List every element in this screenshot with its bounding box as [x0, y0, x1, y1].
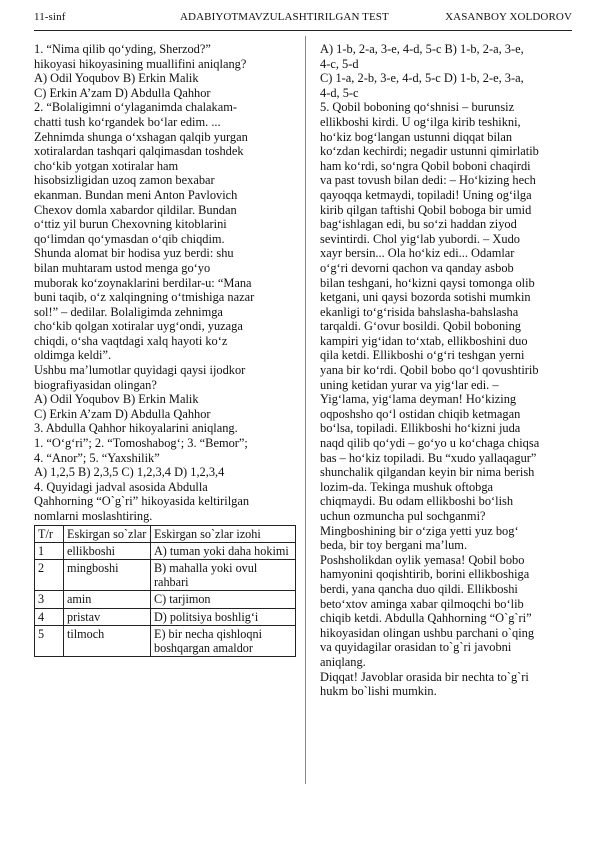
test-title: ADABIYOTMAVZULASHTIRILGAN TEST — [180, 11, 389, 23]
text-line: Chexov domla xabardor qildilar. Bundan — [34, 202, 237, 217]
page-header — [34, 11, 572, 27]
text-line: buni taqib, o‘z xalqingning o‘tmishiga nazar — [34, 290, 255, 305]
text-line: xotiralardan tashqari qalqimasdan toshdek — [34, 144, 244, 159]
text-line: beda, bir toy bergani ma’lum. — [320, 538, 468, 553]
text-line: qila ketdi. Ellikboshi o‘g‘ri teshgan yerni — [320, 348, 525, 363]
text-line: Zehnimda shunga o‘xshagan qalqib yurgan — [34, 129, 248, 144]
text-line: ham ko‘rdi, so‘ngra Qobil boboni chaqirdi — [320, 158, 531, 173]
right-column-text — [320, 42, 572, 699]
author-name: XASANBOY XOLDOROV — [445, 11, 572, 23]
table-cell: C) tarjimon — [151, 591, 296, 608]
text-line: tarqaldi. G‘ovur bosildi. Qobil boboning — [320, 319, 521, 334]
table-header-cell: Eskirgan so`zlar — [64, 525, 151, 542]
text-line: 4-c, 5-d — [320, 56, 359, 71]
column-divider — [305, 36, 306, 784]
text-line: qayoqqa ketmaydi, topiladi! Uning og‘ilga — [320, 187, 532, 202]
text-line: biografiyasidan olingan? — [34, 377, 157, 392]
text-line: sevintirdi. Chol yig‘lab yubordi. – Xudo — [320, 231, 520, 246]
text-line: cho‘kib qolgan xotiralar uyg‘ondi, yuzaga — [34, 319, 243, 334]
text-line: uning ketidan yurar va yig‘lar edi. – — [320, 377, 499, 392]
text-line: oqposhsho qo‘l ostidan chiqib ketmagan — [320, 406, 521, 421]
text-line: 2. “Bolaligimni o‘ylaganimda chalakam- — [34, 100, 238, 115]
text-line: hikoyasi hikoyasining muallifini aniqlang? — [34, 56, 247, 71]
table-row — [35, 608, 296, 625]
table-header-row — [35, 525, 296, 542]
text-line: Diqqat! Javoblar orasida bir nechta to`g`ri — [320, 669, 529, 684]
text-line: hamyonini qoqishtirib, borini ellikboshiga — [320, 567, 530, 582]
table-cell: 4 — [35, 608, 64, 625]
text-line: o‘g‘ri devorni qachon va qanday asbob — [320, 260, 514, 275]
text-line: oldimga keldi”. — [34, 348, 112, 363]
text-line: 3. Abdulla Qahhor hikoyalarini aniqlang. — [34, 421, 238, 436]
text-line: kirib qilgan taftishi Qobil boboga bir umid — [320, 202, 532, 217]
table-cell: E) bir necha qishloqni boshqargan amaldor — [151, 625, 296, 656]
text-line: ellikboshi kirdi. U og‘ilga kirib teshikni, — [320, 114, 521, 129]
text-line: Yig‘lama, yig‘lama deyman! Ho‘kizing — [320, 392, 517, 407]
text-line: Mingboshining bir o‘ziga yetti yuz bog‘ — [320, 523, 519, 538]
text-line: hisobsizligidan uzoq zamon bexabar — [34, 173, 215, 188]
text-line: sol!” – dedilar. Bolaligimda zehnimga — [34, 304, 223, 319]
text-line: uchun ozmuncha pul sochganmi? — [320, 509, 486, 523]
text-line: qo‘limdan qo‘ymasdan o‘qib chiqdim. — [34, 231, 225, 246]
text-line: ko‘zdan kechirdi; negadir ustunni qimirlatib — [320, 144, 539, 159]
text-line: kampiri yig‘idan to‘xtab, ellikboshini duo — [320, 333, 528, 348]
text-line: lozim-da. Tekinga mushuk oftobga — [320, 479, 494, 494]
table-row — [35, 560, 296, 591]
text-line: A) 1,2,5 B) 2,3,5 C) 1,2,3,4 D) 1,2,3,4 — [34, 465, 225, 480]
right-column — [320, 42, 572, 699]
table-cell: D) politsiya boshlig‘i — [151, 608, 296, 625]
table-cell: 1 — [35, 542, 64, 559]
text-line: A) 1-b, 2-a, 3-e, 4-d, 5-c B) 1-b, 2-a, 3-e, — [320, 42, 524, 56]
text-line: o‘ttiz yil burun Chexovning kitoblarini — [34, 217, 227, 232]
text-line: hikoyasidan olingan ushbu parchani o`qing — [320, 625, 535, 640]
text-line: 4. “Anor”; 5. “Yaxshilik” — [34, 450, 160, 465]
text-line: va past tovush bilan dedi: – Ho‘kizing hech — [320, 173, 536, 188]
text-line: 1. “O‘g‘ri”; 2. “Tomoshabog‘; 3. “Bemor”; — [34, 436, 248, 451]
text-line: muborak ko‘zoynaklarini berdilar-u: “Mana — [34, 275, 252, 290]
table-cell: amin — [64, 591, 151, 608]
text-line: aniqlang. — [320, 654, 366, 669]
text-line: ho‘kiz bog‘langan ustunni diqqat bilan — [320, 129, 513, 144]
text-line: shunchalik qilgandan keyin bir nima berish — [320, 465, 535, 480]
text-line: ekanman. Bundan meni Anton Pavlovich — [34, 187, 238, 202]
left-column-text — [34, 42, 296, 524]
text-line: Shunda alomat bir hodisa yuz berdi: shu — [34, 246, 234, 261]
table-row — [35, 542, 296, 559]
text-line: Ushbu ma’lumotlar quyidagi qaysi ijodkor — [34, 363, 246, 378]
table-cell: 3 — [35, 591, 64, 608]
table-row — [35, 591, 296, 608]
text-line: 4-d, 5-c — [320, 85, 359, 100]
text-line: C) Erkin A’zam D) Abdulla Qahhor — [34, 406, 211, 421]
text-line: Poshsholikdan oylik yemasa! Qobil bobo — [320, 552, 525, 567]
table-cell: A) tuman yoki daha hokimi — [151, 542, 296, 559]
text-line: berdi, yana qancha duo qildi. Ellikboshi — [320, 581, 518, 596]
text-line: chatti tush ko‘rgandek bo‘lar edim. ... — [34, 114, 221, 129]
text-line: chiqmaydi. Bu odam ellikboshi bo‘lish — [320, 494, 514, 509]
table-header-cell: T/r — [35, 525, 64, 542]
text-line: bilan teshgani, ho‘kizni qaysi tomonga olib — [320, 275, 535, 290]
text-line: 1. “Nima qilib qo‘yding, Sherzod?” — [34, 42, 211, 56]
left-column — [34, 42, 296, 657]
text-line: 5. Qobil boboning qo‘shnisi – burunsiz — [320, 100, 515, 115]
text-line: bag‘ishlagan edi, bu so‘zi haddan ziyod — [320, 217, 517, 232]
text-line: C) 1-a, 2-b, 3-e, 4-d, 5-c D) 1-b, 2-e, 3-a, — [320, 71, 524, 86]
table-cell: ellikboshi — [64, 542, 151, 559]
grade-label: 11-sinf — [34, 11, 66, 23]
table-header-cell: Eskirgan so`zlar izohi — [151, 525, 296, 542]
table-cell: 2 — [35, 560, 64, 591]
text-line: A) Odil Yoqubov B) Erkin Malik — [34, 71, 199, 86]
header-divider — [34, 30, 572, 31]
table-cell: B) mahalla yoki ovul rahbari — [151, 560, 296, 591]
table-body — [35, 542, 296, 656]
text-line: C) Erkin A’zam D) Abdulla Qahhor — [34, 85, 211, 100]
text-line: ekanligi to‘g‘risida bahslasha-bahslasha — [320, 304, 519, 319]
text-line: cho‘kib yotgan xotiralar ham — [34, 158, 179, 173]
text-line: chiqib ketdi. Abdulla Qahhorning “O`g`ri” — [320, 611, 532, 626]
text-line: nomlarni moslashtiring. — [34, 509, 153, 523]
text-line: A) Odil Yoqubov B) Erkin Malik — [34, 392, 199, 407]
table-cell: tilmoch — [64, 625, 151, 656]
text-line: va quyidagilar orasidan to`g`ri javobni — [320, 640, 512, 655]
text-line: ketgani, uni qaysi bozorda sotishi mumkin — [320, 290, 531, 305]
table-cell: 5 — [35, 625, 64, 656]
text-line: bilan muhtaram ustod menga go‘yo — [34, 260, 211, 275]
text-line: 4. Quyidagi jadval asosida Abdulla — [34, 479, 208, 494]
table-cell: mingboshi — [64, 560, 151, 591]
text-line: xayr bersin... Ola ho‘kiz edi... Odamlar — [320, 246, 515, 261]
text-line: bas – ho‘kiz topiladi. Bu “xudo yallaqagur” — [320, 450, 537, 465]
text-line: naqd qilib qo‘ydi – go‘yo u ko‘chaga chiqsa — [320, 436, 540, 451]
table-row — [35, 625, 296, 656]
text-line: hukm bo`lishi mumkin. — [320, 684, 437, 699]
text-line: beto‘xtov aminga xabar qilmoqchi bo‘lib — [320, 596, 524, 611]
table-cell: pristav — [64, 608, 151, 625]
text-line: chiqdi, o‘sha vaqtdagi xalq hayoti ko‘z — [34, 333, 228, 348]
matching-table — [34, 525, 296, 658]
text-line: yana bir ko‘rdi. Qobil bobo qo‘l qovushtirib — [320, 363, 539, 378]
text-line: Qahhorning “O`g`ri” hikoyasida keltirilgan — [34, 494, 250, 509]
text-line: bo‘lsa, topiladi. Ellikboshi ho‘kizni juda — [320, 421, 521, 436]
